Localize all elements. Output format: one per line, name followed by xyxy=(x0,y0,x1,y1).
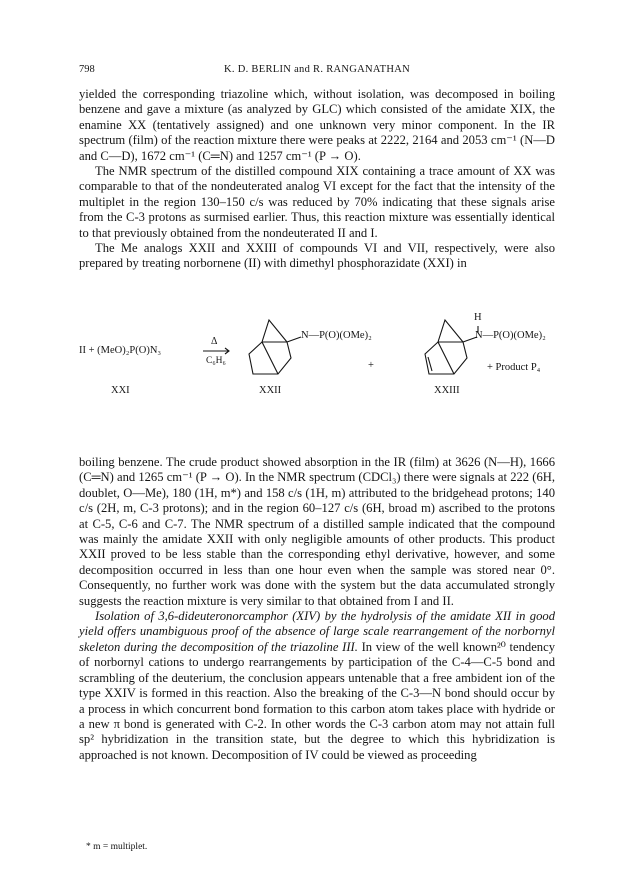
reactants-label: II + (MeO)₂P(O)N₃ xyxy=(79,345,162,356)
reagent-heat-label: Δ xyxy=(211,336,218,347)
substituent-label-xxii: N—P(O)(OMe)₂ xyxy=(301,330,372,341)
footnote: * m = multiplet. xyxy=(86,842,148,852)
paragraph: The Me analogs XXII and XXIII of compounds VI and VII, respectively, were also prepared by treating norbornene (II) with dimethyl phosphorazidate (XXI) in xyxy=(79,241,555,271)
italic-lead-sentence: Isolation of 3,6-dideuteronorcamphor (XIV) by the hydrolysis of the amidate XII in good yield offers unambiguous proof of the absence of large scale rearrangement of the norbornyl skeleton during the decomposition of the triazoline III. xyxy=(79,609,555,654)
reagent-solvent-label: C₆H₆ xyxy=(206,356,226,366)
paragraph: boiling benzene. The crude product showed absorption in the IR (film) at 3626 (N—H), 1666 (C═N) and 1265 cm⁻¹ (P → O). In the NMR spectrum (CDCl₃) there were signals at 222 (6H, doublet, O—Me), 180 (1H, m*) and 158 c/s (1H, m) attributed to the bridgehead protons; 140 c/s (2H, m, C-3 protons); and in the region 60–127 c/s (6H, broad m) ascribed to the protons at C-5, C-6 and C-7. The NMR spectrum of a distilled sample indicated that the compound was mainly the amidate XXII with only negligible amounts of other products. This product XXII proved to be less stable than the corresponding ethyl derivative, however, and some decomposition occurred in less than one hour even when the sample was stored near 0°. Consequently, no further work was done with the system but the data accumulated strongly suggests the reaction mixture is very similar to that obtained from I and II. xyxy=(79,455,555,608)
plus-sign: + xyxy=(368,360,374,371)
paragraph-continuation: In view of the well known²⁰ tendency of norbornyl cations to undergo rearrangements by participation of the C-4—C-5 bond and scrambling of the deuterium, the conclusion appears untenable that a free ambident ion of the type XXIV is formed in this reaction. Also the breaking of the C-3—N bond should occur by a process in which concurrent bond formation to this carbon atom takes place with hydride or a new π bond is generated with C-2. In other words the C-3 carbon atom may not attain full sp² hybridization in the transition state, but the degree to which this hybridization is approached is not known. Decomposition of IV could be viewed as proceeding xyxy=(79,639,555,762)
paragraph-isolation xyxy=(79,609,555,763)
hydrogen-label: H xyxy=(474,312,482,323)
page-number: 798 xyxy=(79,64,95,75)
reaction-scheme xyxy=(79,312,555,442)
paragraph: The NMR spectrum of the distilled compound XIX containing a trace amount of XX was comparable to that of the nondeuterated analog VI except for the fact that the intensity of the multiplet in the region 130–150 c/s was reduced by 70% indicating that these signals arise from the C-3 protons as surmised earlier. Thus, this reaction mixture was essentially identical to that previously obtained from the nondeuterated II and I. xyxy=(79,164,555,240)
compound-label-xxiii: XXIII xyxy=(434,385,460,396)
page-header xyxy=(79,64,555,78)
product-p4-label: + Product P₄ xyxy=(487,362,541,373)
body-text-lower xyxy=(79,455,555,763)
paragraph: yielded the corresponding triazoline which, without isolation, was decomposed in boiling benzene and gave a mixture (as analyzed by GLC) which consisted of the amidate XIX, the enamine XX (tentatively assigned) and one unknown very minor component. In the IR spectrum (film) of the reaction mixture there were peaks at 2222, 2164 and 2053 cm⁻¹ (N—D and C—D), 1672 cm⁻¹ (C═N) and 1257 cm⁻¹ (P → O). xyxy=(79,87,555,163)
compound-label-xxii: XXII xyxy=(259,385,282,396)
norbornane-structure-xxii xyxy=(249,320,301,374)
norbornene-structure-xxiii xyxy=(425,320,478,374)
running-title: K. D. BERLIN and R. RANGANATHAN xyxy=(223,64,411,75)
substituent-label-xxiii: N—P(O)(OMe)₂ xyxy=(475,330,546,341)
body-text-upper xyxy=(79,87,555,272)
compound-label-xxi: XXI xyxy=(111,385,130,396)
